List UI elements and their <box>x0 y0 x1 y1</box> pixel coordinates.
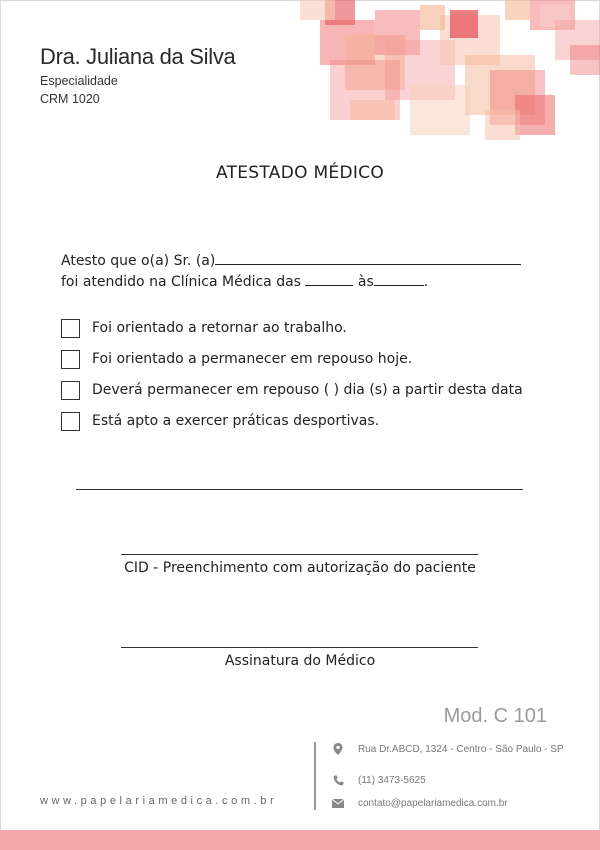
checkbox-rest-days[interactable] <box>61 381 80 400</box>
checkbox-row-return-work <box>61 317 347 339</box>
phone-row <box>332 774 426 786</box>
checkbox-row-sports <box>61 410 379 432</box>
attended-prefix: foi atendido na Clínica Médica das <box>61 274 301 290</box>
address-row <box>332 743 564 755</box>
patient-name-blank[interactable] <box>215 250 521 265</box>
checkbox-sports[interactable] <box>61 412 80 431</box>
phone-icon <box>332 774 344 786</box>
decorative-squares <box>290 0 600 150</box>
start-time-blank[interactable] <box>305 271 353 286</box>
email-row <box>332 797 508 809</box>
doctor-crm: CRM 1020 <box>40 92 100 106</box>
location-pin-icon <box>332 743 344 755</box>
attended-middle: às <box>357 274 374 290</box>
checkbox-return-work[interactable] <box>61 319 80 338</box>
signature-line[interactable] <box>121 647 478 648</box>
checkbox-rest-today[interactable] <box>61 350 80 369</box>
model-code: Mod. C 101 <box>443 705 547 727</box>
bottom-band <box>0 830 600 850</box>
checkbox-label: Está apto a exercer práticas desportivas. <box>92 413 380 429</box>
phone-text: (11) 3473-5625 <box>358 774 426 786</box>
attended-suffix: . <box>423 274 429 290</box>
website-url: www.papelariamedica.com.br <box>40 795 278 807</box>
end-time-blank[interactable] <box>374 271 424 286</box>
attest-line <box>61 250 521 269</box>
signature-caption: Assinatura do Médico <box>224 653 376 669</box>
checkbox-row-rest-today <box>61 348 412 370</box>
attest-prefix: Atesto que o(a) Sr. (a) <box>61 253 216 269</box>
attended-line <box>61 271 428 290</box>
checkbox-label: Foi orientado a retornar ao trabalho. <box>92 320 347 336</box>
checkbox-label: Deverá permanecer em repouso ( ) dia (s) a partir desta data <box>92 382 523 398</box>
cid-line[interactable] <box>121 554 478 555</box>
doctor-name: Dra. Juliana da Silva <box>40 44 236 69</box>
cid-caption: CID - Preenchimento com autorização do paciente <box>124 560 476 576</box>
checkbox-label: Foi orientado a permanecer em repouso hoje. <box>92 351 413 367</box>
envelope-icon <box>332 797 344 809</box>
doctor-specialty: Especialidade <box>40 74 118 88</box>
address-text: Rua Dr.ABCD, 1324 - Centro - São Paulo - SP <box>358 743 564 755</box>
email-text: contato@papelariamedica.com.br <box>358 797 508 809</box>
document-title: ATESTADO MÉDICO <box>215 163 385 183</box>
checkbox-row-rest-days <box>61 379 523 401</box>
notes-line[interactable] <box>76 489 523 490</box>
footer-divider <box>314 742 316 810</box>
